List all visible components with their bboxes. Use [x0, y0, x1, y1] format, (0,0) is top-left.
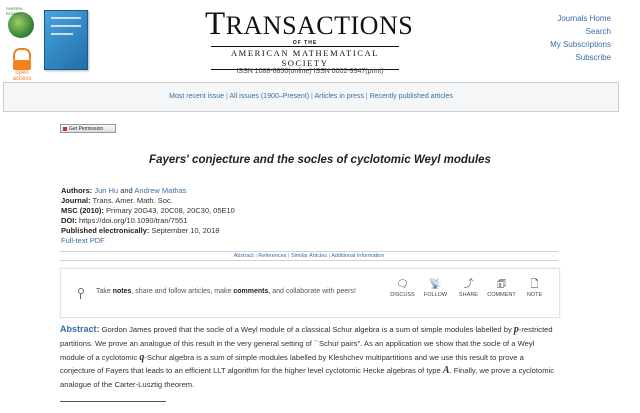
nav-journals-home[interactable]: Journals Home [557, 14, 611, 23]
article-tabs: Abstract | References | Similar Articles | Additional Information [60, 251, 558, 261]
pin-icon [78, 288, 84, 294]
open-access-text-1: open [15, 70, 29, 76]
sherpa-romeo-logo[interactable] [6, 6, 34, 38]
author-link-jun-hu[interactable]: Jun Hu [94, 186, 119, 195]
header-logos [6, 6, 88, 82]
doi-value[interactable]: https://doi.org/10.1090/tran/7551 [78, 216, 188, 225]
social-message: Take notes, share and follow articles, make comments, and collaborate with peers! [96, 288, 356, 295]
journal-value: Trans. Amer. Math. Soc. [92, 196, 173, 205]
comment-icon: 🗊 [496, 279, 507, 290]
masthead-initial: T [205, 6, 226, 42]
math-p: p [513, 324, 519, 335]
masthead-society: AMERICAN MATHEMATICAL SOCIETY [211, 46, 399, 70]
published-date: September 10, 2018 [151, 226, 220, 235]
msc-value: Primary 20G43, 20C08, 20C30, 05E10 [106, 206, 235, 215]
issn-text: ISSN 1088-6850(online) ISSN 0002-9947(print) [236, 68, 384, 75]
article-meta: Authors: Jun Hu and Andrew Mathas Journal: Trans. Amer. Math. Soc. MSC (2010): Primary 20G43, 20C08, 20C30, 05E10 DOI: https://doi.org/10.1090/tran/7551 Published electronically: September 10, 2018 Full-text PDF [61, 186, 235, 245]
abstract-text: Abstract: Gordon James proved that the socle of a Weyl module of a classical Schur algebra is a sum of simple modules labelled by p-restricted partitions. We prove an analogue of this result in the very general setting of ``Schur pairs". As an application we show that the socle of a Weyl module of a cyclotomic q-Schur algebra is a sum of simple modules labelled by Kleshchev multipartitions and we use this result to prove a conjecture of Fayers that leads to an efficient LLT algorithm for the higher level cyclotomic Hecke algebras of type A. Finally, we prove a cyclotomic analogue of the Carter-Lusztig theorem. [60, 324, 555, 390]
tab-similar-articles[interactable]: Similar Articles [290, 253, 327, 259]
follow-button[interactable]: 📡 FOLLOW [419, 278, 452, 298]
discuss-icon: 🗨 [396, 279, 409, 290]
right-nav [550, 12, 611, 64]
nav-my-subscriptions[interactable]: My Subscriptions [550, 40, 611, 49]
get-permission-button[interactable] [60, 124, 116, 133]
nav-search[interactable]: Search [585, 27, 611, 36]
journal-cover-icon[interactable] [44, 10, 88, 70]
note-button[interactable]: 🗋 NOTE [518, 278, 551, 298]
discuss-button[interactable]: 🗨 DISCUSS [386, 278, 419, 298]
tab-abstract[interactable]: Abstract [233, 253, 254, 259]
lock-open-icon [13, 48, 31, 60]
doi-label: DOI: [61, 216, 77, 225]
issue-nav-bar: Most recent issue | All issues (1900–Present) | Articles in press | Recently published articles [3, 82, 619, 112]
get-permission-label: Get Permission [69, 126, 104, 132]
social-annotation-widget [60, 268, 560, 318]
tab-references[interactable]: References [258, 253, 287, 259]
masthead-title: RANSACTIONS [225, 11, 414, 40]
comment-button[interactable]: 🗊 COMMENT [485, 278, 518, 298]
full-text-pdf-link[interactable]: Full-text PDF [61, 236, 105, 245]
math-q: q [139, 351, 145, 363]
tab-additional-information[interactable]: Additional Information [331, 253, 385, 259]
romeo-label: SHERPA ROMEO [6, 6, 22, 16]
journal-masthead[interactable] [205, 6, 414, 70]
link-most-recent-issue[interactable]: Most recent issue [169, 93, 225, 100]
open-access-logo[interactable] [12, 48, 32, 82]
footnote-rule [60, 401, 166, 402]
math-a: A [442, 365, 450, 377]
author-link-andrew-mathas[interactable]: Andrew Mathas [134, 186, 187, 195]
link-recently-published[interactable]: Recently published articles [369, 93, 453, 100]
abstract-label: Abstract: [60, 324, 100, 334]
journal-label: Journal: [61, 196, 91, 205]
follow-icon: 📡 [429, 279, 442, 290]
social-actions [386, 278, 551, 298]
open-access-text-2: access [12, 76, 32, 82]
published-label: Published electronically: [61, 226, 150, 235]
permission-icon [63, 127, 67, 131]
share-button[interactable]: ⤴ SHARE [452, 278, 485, 298]
authors-label: Authors: [61, 186, 93, 195]
msc-label: MSC (2010): [61, 206, 104, 215]
article-title: Fayers' conjecture and the socles of cyclotomic Weyl modules [149, 154, 491, 166]
link-all-issues[interactable]: All issues (1900–Present) [229, 93, 310, 100]
share-icon: ⤴ [463, 279, 474, 290]
nav-subscribe[interactable]: Subscribe [575, 53, 611, 62]
masthead-of-the: OF THE [292, 40, 318, 46]
note-icon: 🗋 [530, 279, 539, 290]
link-articles-in-press[interactable]: Articles in press [314, 93, 364, 100]
